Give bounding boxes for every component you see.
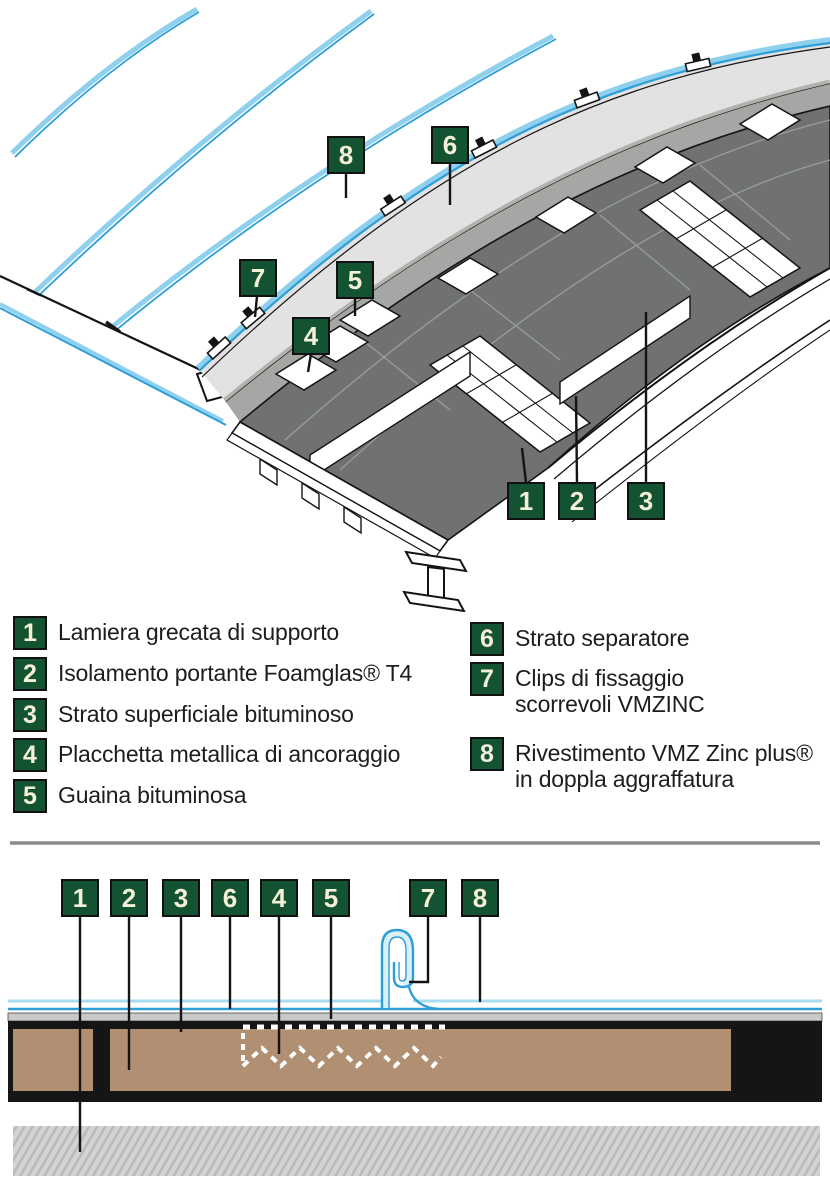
- svg-text:2: 2: [121, 883, 137, 913]
- legend-item-6: [470, 622, 689, 656]
- legend-text: Clips di fissaggio: [515, 665, 684, 691]
- legend-badge-6: 6: [470, 622, 504, 656]
- legend-text: in doppla aggraffatura: [515, 766, 734, 792]
- figure-badge-8: [328, 137, 364, 198]
- svg-text:8: 8: [338, 140, 354, 170]
- legend-label-8: [515, 737, 813, 792]
- svg-text:3: 3: [173, 883, 189, 913]
- svg-text:2: 2: [569, 486, 585, 516]
- legend-label-1: [58, 616, 339, 645]
- legend-badge-4: 4: [13, 738, 47, 772]
- legend-label-3: [58, 698, 354, 727]
- legend-text: Isolamento portante Foamglas® T4: [58, 660, 413, 686]
- legend-badge-7: 7: [470, 662, 504, 696]
- svg-text:6: 6: [442, 130, 458, 160]
- legend-item-2: [13, 657, 412, 691]
- legend-badge-8: 8: [470, 737, 504, 771]
- section-badge-6: [212, 880, 248, 916]
- section-badge-5: [313, 880, 349, 916]
- eave-fascia: [0, 278, 226, 424]
- svg-text:5: 5: [323, 883, 339, 913]
- underlap-curl: [409, 987, 438, 1009]
- standing-seam: [382, 930, 413, 1008]
- legend-text: Strato separatore: [515, 625, 690, 651]
- i-beam: [404, 552, 466, 611]
- section-badge-4: [261, 880, 297, 916]
- legend-text: scorrevoli VMZINC: [515, 691, 705, 717]
- legend-text: Lamiera grecata di supporto: [58, 619, 339, 645]
- legend-text: Guaina bituminosa: [58, 782, 247, 808]
- svg-text:7: 7: [420, 883, 436, 913]
- svg-text:1: 1: [72, 883, 88, 913]
- cross-section-figure: [0, 830, 830, 1186]
- svg-text:5: 5: [347, 265, 363, 295]
- section-badge-2: [111, 880, 147, 916]
- legend-text: Strato superficiale bituminoso: [58, 701, 354, 727]
- section-badge-3: [163, 880, 199, 916]
- section-badge-8: [462, 880, 498, 916]
- legend-label-7: [515, 662, 705, 717]
- legend-label-2: [58, 657, 412, 686]
- svg-text:7: 7: [250, 263, 266, 293]
- legend-item-3: [13, 698, 354, 732]
- legend-item-4: [13, 738, 400, 772]
- foamglas-block: [110, 1029, 731, 1091]
- svg-text:4: 4: [271, 883, 287, 913]
- corrugated-deck-hatch: [13, 1126, 820, 1176]
- legend-badge-2: 2: [13, 657, 47, 691]
- legend-item-7: [470, 662, 705, 717]
- svg-text:6: 6: [222, 883, 238, 913]
- legend-label-5: [58, 779, 246, 808]
- svg-text:4: 4: [303, 321, 319, 351]
- legend-badge-1: 1: [13, 616, 47, 650]
- section-badge-7: [410, 880, 446, 916]
- section-badge-1: [62, 880, 98, 916]
- legend-badge-3: 3: [13, 698, 47, 732]
- legend-text: Rivestimento VMZ Zinc plus®: [515, 740, 813, 766]
- legend-item-5: [13, 779, 246, 813]
- svg-text:8: 8: [472, 883, 488, 913]
- svg-text:3: 3: [638, 486, 654, 516]
- legend-item-1: [13, 616, 339, 650]
- legend-label-6: [515, 622, 689, 651]
- svg-text:1: 1: [518, 486, 534, 516]
- legend-item-8: [470, 737, 813, 792]
- section-badges: [62, 880, 498, 916]
- legend-label-4: [58, 738, 400, 767]
- legend-badge-5: 5: [13, 779, 47, 813]
- legend-text: Placchetta metallica di ancoraggio: [58, 741, 401, 767]
